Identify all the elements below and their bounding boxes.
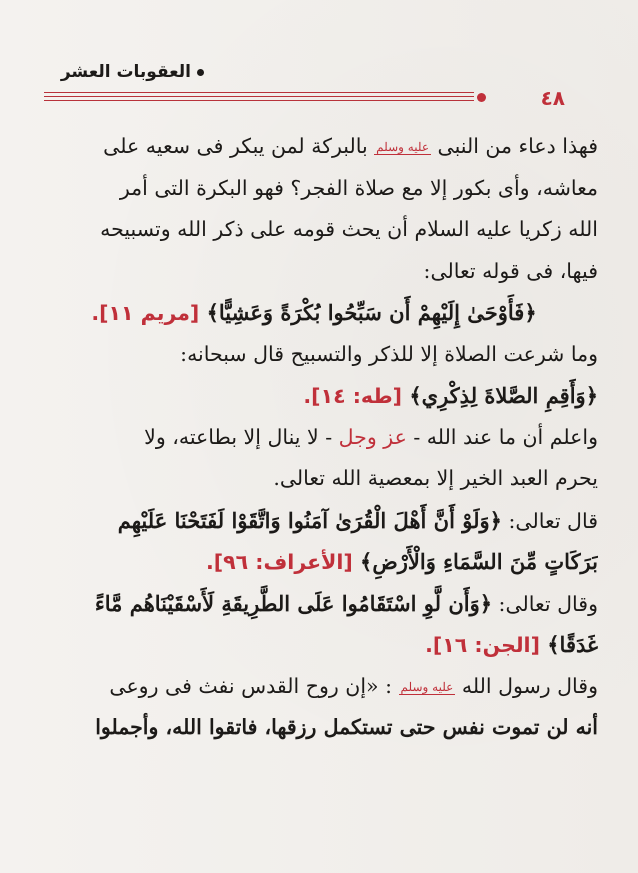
text-run: - لا ينال إلا بطاعته، ولا — [144, 424, 339, 449]
highlighted-phrase: عز وجل — [338, 424, 407, 449]
text-line — [30, 375, 598, 417]
text-line — [30, 251, 598, 293]
quran-verse: ﴿فَأَوْحَىٰ إِلَيْهِمْ أَن سَبِّحُوا بُكْرَةً وَعَشِيًّا﴾ — [199, 300, 537, 325]
text-run: واعلم أن ما عند الله - — [406, 424, 598, 449]
quran-verse: ﴿وَأَن لَّوِ اسْتَقَامُوا عَلَى الطَّرِيقَةِ لَأَسْقَيْنَاهُم مَّاءً — [94, 590, 493, 616]
header-rule-bottom — [44, 100, 474, 101]
body-text — [30, 126, 598, 749]
verse-reference: [الجن: ١٦]. — [425, 633, 540, 657]
header-rule-dot — [477, 93, 486, 102]
text-run: أنه لن تموت نفس حتى تستكمل رزقها، فاتقوا الله، وأجملوا — [95, 715, 598, 739]
header-rule-top — [44, 92, 474, 93]
verse-reference: [طه: ١٤]. — [303, 384, 403, 408]
text-run: : «إن روح القدس نفث فى روعى — [109, 673, 399, 698]
text-line — [30, 500, 598, 542]
text-run: وقال تعالى: — [492, 591, 598, 616]
text-run: بالبركة لمن يبكر فى سعيه على — [103, 134, 375, 158]
text-run: وقال رسول الله — [455, 673, 598, 698]
text-line — [30, 624, 598, 666]
quran-verse: ﴿وَأَقِمِ الصَّلاةَ لِذِكْرِي﴾ — [402, 383, 598, 408]
text-run: الله زكريا عليه السلام أن يحث قومه على ذكر الله وتسبيحه — [100, 217, 598, 241]
verse-reference: [مريم ١١]. — [91, 301, 200, 325]
text-line — [30, 666, 598, 708]
salawat-mark: عليه وسلم — [376, 140, 429, 154]
running-header — [44, 60, 204, 84]
header-bullet — [197, 69, 204, 76]
text-run: معاشه، وأى بكور إلا مع صلاة الفجر؟ فهو البكرة التى أمر — [119, 175, 598, 200]
text-line — [30, 458, 598, 500]
text-run: فيها، فى قوله تعالى: — [423, 258, 598, 283]
text-line — [30, 334, 598, 376]
text-line — [30, 583, 598, 625]
text-line — [30, 126, 598, 168]
text-line — [30, 417, 598, 459]
verse-reference: [الأعراف: ٩٦]. — [205, 550, 353, 574]
quran-verse: بَرَكَاتٍ مِّنَ السَّمَاءِ وَالْأَرْضِ﴾ — [352, 549, 598, 574]
salawat-mark: عليه وسلم — [400, 679, 454, 694]
text-run: قال تعالى: — [501, 508, 598, 533]
quran-verse: غَدَقًا﴾ — [539, 632, 598, 657]
text-run: فهذا دعاء من النبى — [430, 134, 598, 158]
text-line — [30, 209, 598, 251]
text-run: وما شرعت الصلاة إلا للذكر والتسبيح قال سبحانه: — [180, 341, 598, 366]
text-line — [30, 168, 598, 210]
text-line — [30, 541, 598, 583]
quran-verse: ﴿وَلَوْ أَنَّ أَهْلَ الْقُرَىٰ آمَنُوا وَاتَّقَوْا لَفَتَحْنَا عَلَيْهِم — [117, 507, 502, 533]
text-line — [30, 707, 598, 749]
page-number: ٤٨ — [540, 86, 565, 110]
text-run: يحرم العبد الخير إلا بمعصية الله تعالى. — [273, 466, 598, 490]
header-rule-middle — [44, 96, 474, 97]
text-line — [30, 292, 598, 334]
header-title-text: العقوبات العشر — [60, 62, 191, 82]
